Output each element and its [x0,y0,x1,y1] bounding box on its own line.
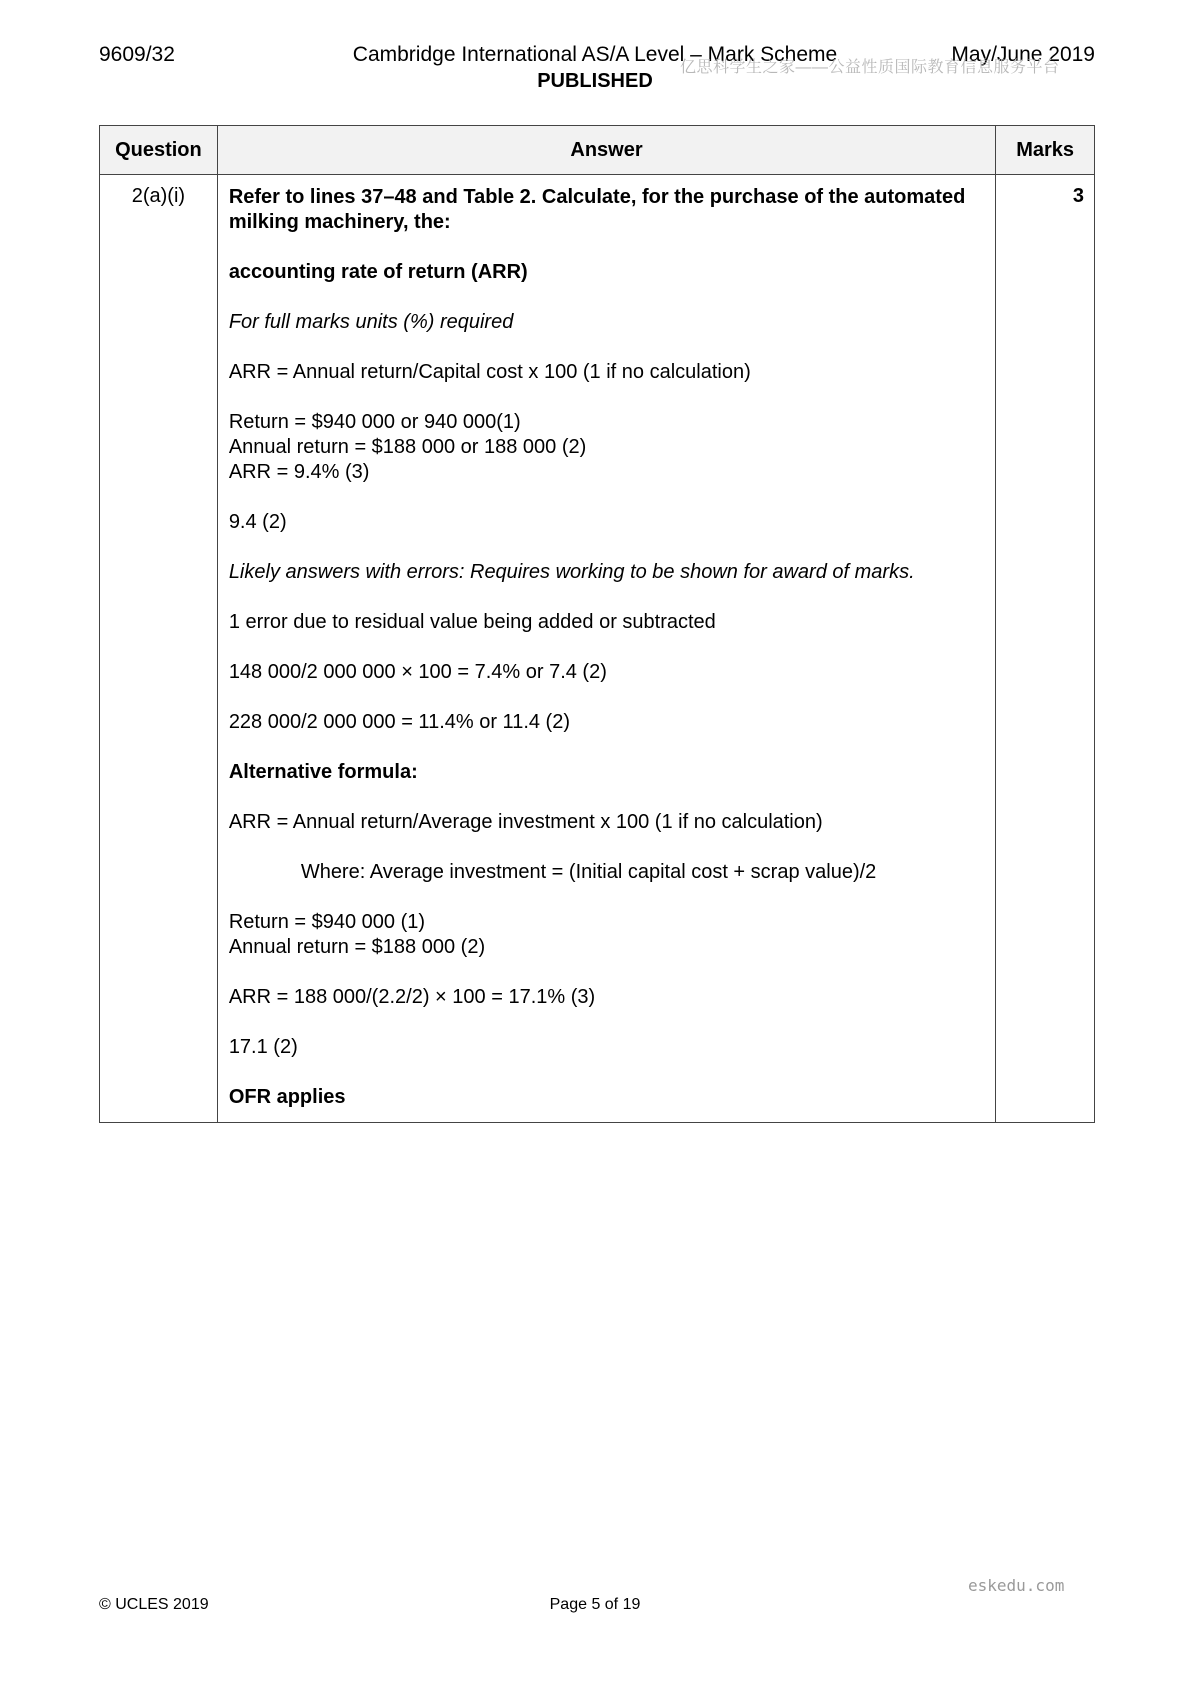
document-title: Cambridge International AS/A Level – Mark Scheme [352,43,838,66]
alt-formula: ARR = Annual return/Average investment x 100 (1 if no calculation) [228,811,823,833]
mark-scheme-table [99,125,1095,1123]
ofr-note: OFR applies [228,1086,346,1108]
watermark-text: 亿思科学生之家——公益性质国际教育信息服务平台 [680,59,1060,76]
table-header-row [100,126,1095,175]
working-line: Return = $940 000 or 940 000(1) [228,411,521,433]
header-answer: Answer [217,126,995,175]
error-calc-2: 228 000/2 000 000 = 11.4% or 11.4 (2) [228,711,570,733]
working-block-1 [229,410,985,485]
alt-answer: 9.4 (2) [228,511,287,533]
average-investment-def: Where: Average investment = (Initial capital cost + scrap value)/2 [300,861,877,883]
alt-formula-heading: Alternative formula: [228,761,418,783]
working-line: Annual return = $188 000 or 188 000 (2) [228,436,587,458]
exam-session: May/June 2019 [951,43,1095,66]
working-line: Return = $940 000 (1) [228,911,426,933]
copyright: © UCLES 2019 [99,1596,209,1613]
question-prompt: Refer to lines 37–48 and Table 2. Calculate, for the purchase of the automated milking machinery, the: [228,186,966,233]
alt-answer-2: 17.1 (2) [228,1036,298,1058]
header-question: Question [100,126,218,175]
alt-arr-calc: ARR = 188 000/(2.2/2) × 100 = 17.1% (3) [228,986,596,1008]
table-row [100,175,1095,1123]
paper-code: 9609/32 [99,43,175,66]
working-line: ARR = 9.4% (3) [228,461,370,483]
working-block-2 [229,910,985,960]
site-watermark: eskedu.com [968,1576,1065,1595]
question-target: accounting rate of return (ARR) [228,261,528,283]
page-number: Page 5 of 19 [549,1596,641,1613]
marks-value: 3 [996,175,1095,1123]
errors-note: Likely answers with errors: Requires working to be shown for award of marks. [228,561,915,583]
error-calc-1: 148 000/2 000 000 × 100 = 7.4% or 7.4 (2) [228,661,607,683]
working-line: Annual return = $188 000 (2) [228,936,486,958]
answer-cell [217,175,995,1123]
published-label: PUBLISHED [537,70,653,92]
residual-note: 1 error due to residual value being added or subtracted [228,611,716,633]
units-note: For full marks units (%) required [228,311,514,333]
arr-formula: ARR = Annual return/Capital cost x 100 (1 if no calculation) [228,361,751,383]
header-marks: Marks [996,126,1095,175]
question-number: 2(a)(i) [100,175,218,1123]
